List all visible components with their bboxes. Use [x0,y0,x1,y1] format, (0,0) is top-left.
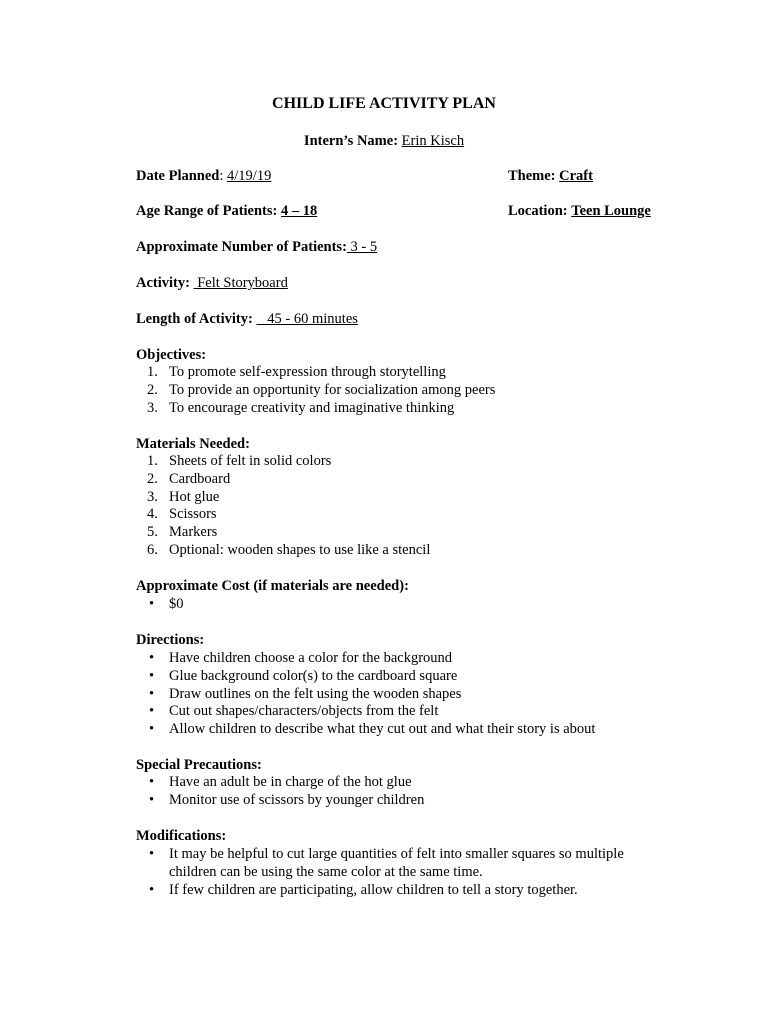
materials-list [136,453,430,560]
list-item [136,721,595,739]
list-item-text: $0 [169,596,184,612]
age-range-value: 4 – 18 [280,203,318,219]
list-number: 5. [147,524,158,541]
age-range-label: Age Range of Patients: [136,203,278,219]
num-patients-label: Approximate Number of Patients: [136,239,347,255]
objectives-list [136,364,495,417]
directions-heading: Directions: [136,632,205,648]
bullet-marker: • [149,667,155,684]
num-patients-value: 3 - 5 [346,239,378,255]
list-item-text: Have children choose a color for the background [169,650,453,666]
list-item [136,668,595,686]
list-item [136,506,430,524]
list-item-text: Scissors [169,506,217,523]
list-item-text: It may be helpful to cut large quantities of felt into smaller squares so multiple children can be using the same color at the same time. [169,846,624,880]
list-number: 4. [147,506,158,523]
list-number: 3. [147,399,158,416]
list-item [136,703,595,721]
list-item [136,524,430,542]
date-planned-line [136,168,271,185]
list-item [136,542,430,560]
bullet-marker: • [149,650,155,666]
location-value: Teen Lounge [571,203,651,219]
list-item-text: To provide an opportunity for socialization among peers [169,381,496,398]
list-item-text: Markers [169,524,218,541]
activity-value: Felt Storyboard [193,275,288,291]
bullet-marker: • [149,596,155,612]
directions-list [136,650,595,739]
length-line [136,311,358,328]
num-patients-line [136,239,377,256]
list-number: 6. [147,541,158,558]
page-title: CHILD LIFE ACTIVITY PLAN [272,95,496,112]
activity-label: Activity: [136,275,190,291]
list-item-text: Hot glue [169,488,220,505]
list-item-text: Allow children to describe what they cut out and what their story is about [169,721,596,738]
list-item [136,453,430,471]
bullet-marker: • [149,721,155,738]
location-line [508,203,651,220]
list-number: 2. [147,381,158,398]
list-item-text: Cut out shapes/characters/objects from the felt [169,703,439,720]
theme-value: Craft [559,168,593,184]
cost-heading: Approximate Cost (if materials are needed): [136,578,409,594]
list-item [136,471,430,489]
list-item-text: Have an adult be in charge of the hot glue [169,774,412,790]
list-item [136,650,595,668]
intern-name-line [0,133,768,150]
list-item [136,596,184,614]
list-item-text: Draw outlines on the felt using the wooden shapes [169,685,462,702]
list-item-text: Monitor use of scissors by younger children [169,791,425,808]
list-item [136,882,649,900]
list-item-text: Optional: wooden shapes to use like a stencil [169,541,431,558]
list-number: 1. [147,364,158,380]
date-planned-colon: : [219,168,228,184]
precautions-heading: Special Precautions: [136,757,262,773]
list-item-text: Sheets of felt in solid colors [169,453,332,469]
theme-line [508,168,593,185]
list-item [136,400,495,418]
bullet-marker: • [149,791,155,808]
bullet-marker: • [149,685,155,702]
theme-label: Theme: [508,168,556,184]
list-item [136,686,595,704]
list-item-text: Cardboard [169,470,231,487]
list-item [136,382,495,400]
list-number: 2. [147,470,158,487]
age-range-line [136,203,317,220]
list-item [136,792,424,810]
location-label: Location: [508,203,568,219]
length-label: Length of Activity: [136,311,253,327]
materials-heading: Materials Needed: [136,436,250,452]
bullet-marker: • [149,846,155,862]
modifications-heading: Modifications: [136,828,227,844]
bullet-marker: • [149,774,155,790]
list-item-text: Glue background color(s) to the cardboard square [169,667,458,684]
modifications-list [136,846,649,899]
bullet-marker: • [149,881,155,898]
date-planned-value: 4/19/19 [227,168,272,184]
activity-line [136,275,288,292]
list-item [136,489,430,507]
precautions-list [136,774,424,810]
list-item [136,774,424,792]
list-item [136,846,649,882]
list-item-text: To encourage creativity and imaginative thinking [169,399,455,416]
bullet-marker: • [149,703,155,720]
intern-name-label: Intern’s Name: [303,133,399,149]
objectives-heading: Objectives: [136,347,207,363]
length-value: 45 - 60 minutes [256,311,358,327]
list-number: 1. [147,453,158,469]
list-item [136,364,495,382]
cost-list [136,596,184,614]
list-number: 3. [147,488,158,505]
date-planned-label: Date Planned [136,168,220,184]
list-item-text: To promote self-expression through storytelling [169,364,446,380]
list-item-text: If few children are participating, allow children to tell a story together. [169,881,578,898]
intern-name-value: Erin Kisch [401,133,465,149]
